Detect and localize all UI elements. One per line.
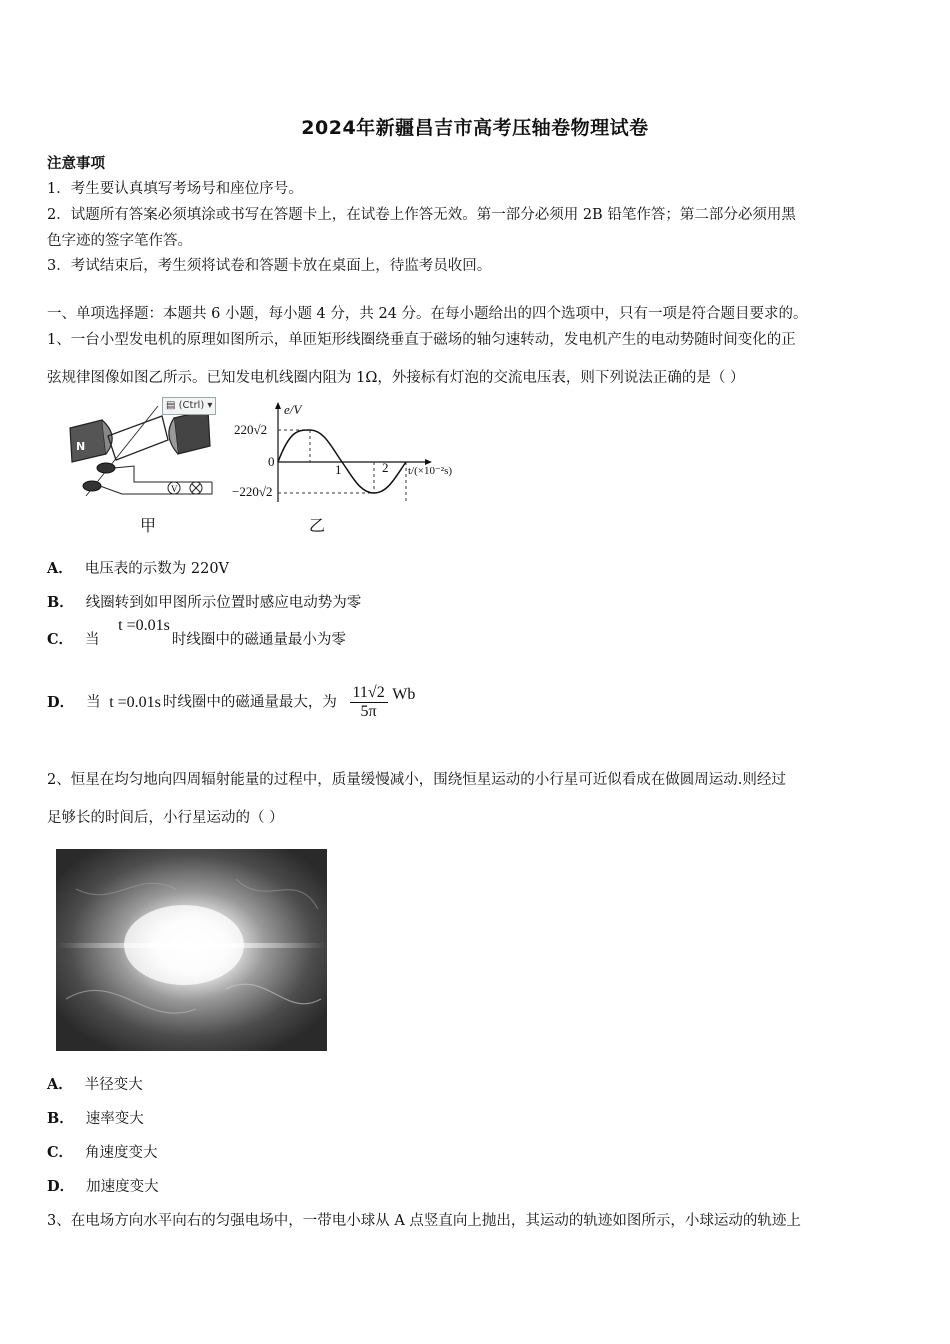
svg-text:V: V — [171, 484, 178, 494]
y-max-label: 220√2 — [234, 422, 268, 437]
question-2-text: 足够长的时间后，小行星运动的（ ） — [47, 810, 284, 826]
option-b[interactable] — [47, 1107, 144, 1128]
option-label: C． — [47, 631, 74, 648]
option-text: 速率变大 — [85, 1111, 144, 1127]
option-text: 当 — [86, 694, 101, 711]
figure-caption-yi: 乙 — [309, 516, 326, 535]
question-1-text: 1、一台小型发电机的原理如图所示，单匝矩形线圈绕垂直于磁场的轴匀速转动，发电机产生的电动势随时间变化的正 — [47, 332, 796, 348]
option-d[interactable] — [47, 684, 415, 721]
option-label: B． — [47, 1110, 74, 1127]
option-text: 加速度变大 — [86, 1179, 159, 1195]
question-1-text: 弦规律图像如图乙所示。已知发电机线圈内阻为 1Ω，外接标有灯泡的交流电压表，则下列说法正确的是（ ） — [47, 370, 745, 386]
option-label: D． — [47, 1178, 75, 1195]
option-text: 时线圈中的磁通量最大，为 — [162, 694, 337, 711]
y-min-label: −220√2 — [232, 484, 273, 499]
option-text: 半径变大 — [84, 1077, 143, 1093]
math-expression: t =0.01s — [109, 693, 161, 711]
star-photo — [56, 849, 327, 1051]
option-label: D． — [47, 693, 75, 711]
option-text: 角速度变大 — [85, 1145, 158, 1161]
option-c[interactable] — [47, 1141, 158, 1162]
notice-heading: 注意事项 — [47, 155, 105, 172]
notice-item: 3．考试结束后，考生须将试卷和答题卡放在桌面上，待监考员收回。 — [47, 258, 492, 274]
option-text: 当 — [85, 632, 100, 648]
notice-item: 1．考生要认真填写考场号和座位序号。 — [47, 181, 303, 197]
option-a[interactable] — [47, 1073, 143, 1094]
fraction — [350, 684, 388, 721]
figure-caption-jia: 甲 — [140, 516, 157, 535]
emf-graph — [232, 398, 482, 508]
option-label: C． — [47, 1144, 74, 1161]
fraction-numerator: 11√2 — [350, 684, 388, 703]
option-text: 时线圈中的磁通量最小为零 — [171, 632, 346, 648]
option-c[interactable] — [47, 617, 346, 649]
y-axis-label: e/V — [284, 402, 302, 417]
option-text: 电压表的示数为 220V — [84, 561, 230, 577]
option-d[interactable] — [47, 1175, 159, 1196]
notice-item: 2．试题所有答案必须填涂或书写在答题卡上，在试卷上作答无效。第一部分必须用 2B 铅笔作答；第二部分必须用黑 — [47, 207, 796, 223]
option-text: 线圈转到如甲图所示位置时感应电动势为零 — [85, 595, 362, 611]
option-a[interactable] — [47, 557, 229, 578]
magnet-n-label: N — [76, 440, 86, 453]
option-label: B． — [47, 594, 74, 611]
question-3-text: 3、在电场方向水平向右的匀强电场中，一带电小球从 A 点竖直向上抛出，其运动的轨迹如图所示，小球运动的轨迹上 — [47, 1213, 801, 1229]
option-label: A． — [47, 1076, 73, 1093]
x-tick-2: 2 — [382, 460, 389, 475]
paste-options-label: (Ctrl) ▾ — [178, 400, 213, 411]
math-expression: t =0.01s — [118, 617, 170, 634]
fraction-denominator: 5π — [360, 703, 377, 720]
option-b[interactable] — [47, 591, 361, 612]
clipboard-icon: ▤ — [166, 400, 176, 411]
unit: Wb — [392, 685, 416, 703]
origin-label: 0 — [268, 454, 275, 469]
exam-title: 2024年新疆昌吉市高考压轴卷物理试卷 — [301, 117, 649, 139]
question-2-text: 2、恒星在均匀地向四周辐射能量的过程中，质量缓慢减小，围绕恒星运动的小行星可近似看成在做圆周运动.则经过 — [47, 772, 786, 788]
x-tick-1: 1 — [335, 462, 342, 477]
option-label: A． — [47, 560, 73, 577]
x-axis-label: t/(×10⁻²s) — [408, 465, 453, 477]
paste-options-badge[interactable] — [162, 397, 216, 415]
notice-item: 色字迹的签字笔作答。 — [47, 233, 192, 249]
section-header: 一、单项选择题：本题共 6 小题，每小题 4 分，共 24 分。在每小题给出的四个选项中，只有一项是符合题目要求的。 — [47, 306, 808, 322]
